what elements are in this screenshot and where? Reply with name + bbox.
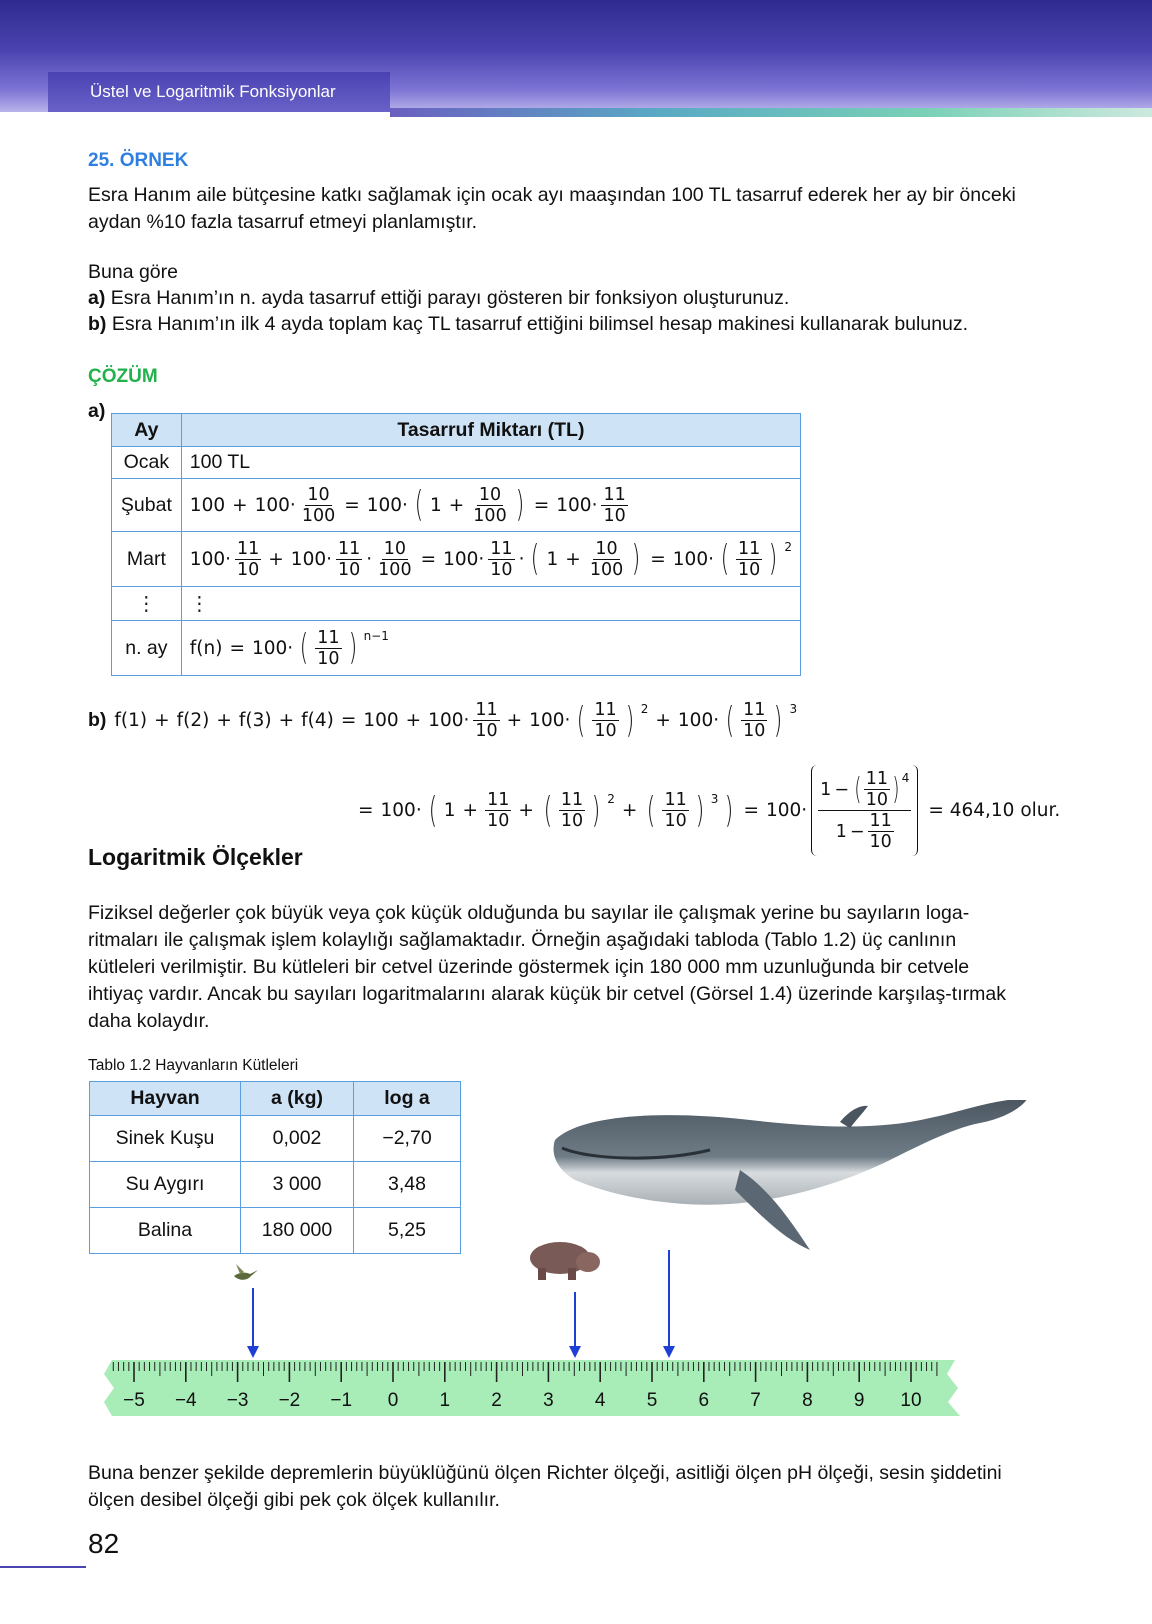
ruler-label: −1 [330,1390,353,1411]
example-title: 25. ÖRNEK [88,150,189,171]
col-header-amount: Tasarruf Miktarı (TL) [181,414,800,447]
mart-formula: 100· $\frac{11}{10}$ + 100· $\frac{11}{10}$ · $\frac{10}{100}$ = 100· $\frac{11}{10}$ · ( 1 + $\frac{10}{100}$ ) = 100· ( $\frac{11}{10}$ ) 2 [181,532,800,587]
row-label-n: n. ay [112,621,182,676]
section-title: Logaritmik Ölçekler [88,844,303,870]
animal-name: Su Aygırı [90,1162,241,1208]
ruler-label: 2 [491,1390,502,1411]
ruler-label: 7 [750,1390,761,1411]
animal-log: 3,48 [354,1162,461,1208]
example-lead: Buna göre [88,261,178,283]
animal-mass: 3 000 [241,1162,354,1208]
ruler-label: −5 [123,1390,145,1411]
animal-name: Sinek Kuşu [90,1116,241,1162]
page-number: 82 [88,1528,120,1559]
part-b-text: Esra Hanım’ın ilk 4 ayda toplam kaç TL tasarruf ettiğini bilimsel hesap makinesi kullanarak bulunuz. [111,313,969,335]
chapter-title: Üstel ve Logaritmik Fonksiyonlar [48,72,390,112]
ruler-label: 8 [802,1390,813,1411]
subat-formula: 100 + 100· $\frac{10}{100}$ = 100· ( 1 + $\frac{10}{100}$ ) = 100· $\frac{11}{10}$ [181,479,800,532]
ruler-label: 0 [387,1390,399,1411]
row-label-mart: Mart [112,532,182,587]
ruler-label: 1 [439,1390,451,1411]
ruler-label: −2 [278,1390,301,1411]
animal-log: −2,70 [354,1116,461,1162]
row-label-dots: ⋮ [112,587,182,621]
ruler-label: 4 [594,1390,606,1411]
animal-name: Balina [90,1208,241,1254]
sum-line-1: b) f(1) + f(2) + f(3) + f(4) = 100 + 100· $\frac{11}{10}$ + 100· ( $\frac{11}{10}$ ) 2 + 100· ( $\frac{11}{10}$ ) 3 [88,699,798,741]
ruler-label: −4 [174,1390,197,1411]
footer-line [0,1566,86,1568]
sum-result: = 464,10 olur. [928,800,1061,821]
ruler-label: 9 [853,1390,865,1411]
animal-mass: 0,002 [241,1116,354,1162]
general-formula: f(n) = 100· ( $\frac{11}{10}$ ) n−1 [181,621,800,676]
ruler-label: 6 [698,1390,710,1411]
ruler-label: 5 [646,1390,658,1411]
example-text: Esra Hanım aile bütçesine katkı sağlamak için ocak ayı maaşından 100 TL tasarruf ederek her ay bir önceki aydan %10 fazla tasarruf etmeyi planlamıştır. [88,184,1016,233]
mass-col-header: a (kg) [241,1082,354,1116]
row-label-subat: Şubat [112,479,182,532]
ocak-value: 100 TL [181,447,800,479]
solution-title: ÇÖZÜM [88,366,158,387]
ruler-label: −3 [226,1390,249,1411]
dots-cell: ⋮ [181,587,800,621]
animal-col-header: Hayvan [90,1082,241,1116]
part-b-label: b) [88,313,107,335]
solution-a-label: a) [88,400,106,422]
col-header-month: Ay [112,414,182,447]
ruler-label: 3 [543,1390,554,1411]
section-text: Fiziksel değerler çok büyük veya çok küçük olduğunda bu sayılar ile çalışmak yerine bu sayıların loga-ritmaları ile çalışmak işlem kolaylığı sağlamaktadır. Örneğin aşağıdaki tabloda (Tablo 1.2) üç canlının kütleleri verilmiştir. Bu kütleleri bir cetvel üzerinde göstermek için 180 000 mm uzunluğunda bir cetvele ihtiyaç vardır. Ancak bu sayıları logaritmalarını alarak küçük bir cetvel (Görsel 1.4) üzerinde karşılaş-tırmak daha kolaydır. [88,902,1006,1032]
sum-line-2: = 100· ( 1 + $\frac{11}{10}$ + ( $\frac{11}{10}$ ) 2 + ( $\frac{11}{10}$ ) 3 ) = 100· 1 − ( $\frac{11}{10}$ ) 4 1 − $\frac{11}{10}$ = 464,10 olur. [355,765,1060,856]
log-col-header: log a [354,1082,461,1116]
animal-log: 5,25 [354,1208,461,1254]
closing-text: Buna benzer şekilde depremlerin büyüklüğünü ölçen Richter ölçeği, asitliği ölçen pH ölçeği, sesin şiddetini ölçen desibel ölçeği gibi pek çok ölçek kullanılır. [88,1462,1002,1511]
part-a-label: a) [88,287,106,309]
solution-b-label: b) [88,709,107,731]
part-a-text: Esra Hanım’ın n. ayda tasarruf ettiği parayı gösteren bir fonksiyon oluşturunuz. [110,287,790,309]
animal-mass: 180 000 [241,1208,354,1254]
ruler-label: 10 [900,1390,922,1411]
row-label-ocak: Ocak [112,447,182,479]
table-caption: Tablo 1.2 Hayvanların Kütleleri [88,1057,299,1074]
